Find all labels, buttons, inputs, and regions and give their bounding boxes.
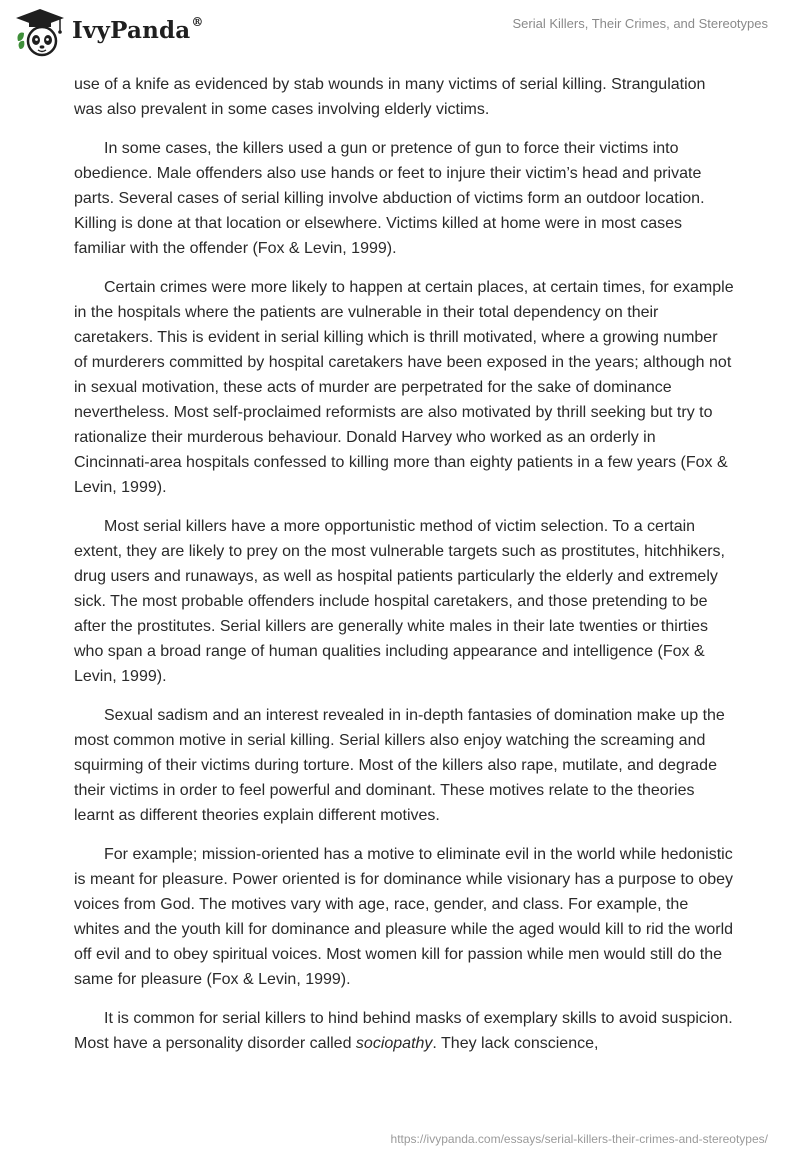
paragraph-1: use of a knife as evidenced by stab wounds in many victims of serial killing. Strangulation was also prevalent in some cases involving elderly victims. [74, 76, 706, 118]
panda-logo-icon [14, 7, 66, 59]
brand-name: IvyPanda® [72, 15, 204, 44]
emphasis-term: sociopathy [355, 1035, 433, 1052]
document-title: Serial Killers, Their Crimes, and Stereotypes [512, 16, 768, 31]
essay-body [74, 72, 734, 1070]
paragraph-5: Sexual sadism and an interest revealed in in-depth fantasies of domination make up the most common motive in serial killing. Serial killers also enjoy watching the screaming and squirming of their victims during torture. Most of the killers also rape, mutilate, and degrade their victims in order to feel powerful and dominant. These motives relate to the theories learnt as different theories explain different motives. [74, 707, 725, 824]
paragraph-6: For example; mission-oriented has a motive to eliminate evil in the world while hedonistic is meant for pleasure. Power oriented is for dominance while visionary has a purpose to obey voices from God. The motives vary with age, race, gender, and class. For example, the whites and the youth kill for dominance and pleasure while the aged would kill to rid the world off evil and to obey spiritual voices. Most women kill for passion while men would still do the same for pleasure (Fox & Levin, 1999). [74, 846, 734, 988]
paragraph-4: Most serial killers have a more opportunistic method of victim selection. To a certain extent, they are likely to prey on the most vulnerable targets such as prostitutes, hitchhikers, drug users and runaways, as well as hospital patients particularly the elderly and extremely sick. The most probable offenders include hospital caretakers, and those pretending to be after the prostitutes. Serial killers are generally white males in their late twenties or thirties who span a broad range of human qualities including appearance and intelligence (Fox & Levin, 1999). [74, 518, 725, 685]
source-url-link[interactable]: https://ivypanda.com/essays/serial-killers-their-crimes-and-stereotypes/ [390, 1132, 768, 1146]
paragraph-2: In some cases, the killers used a gun or pretence of gun to force their victims into obedience. Male offenders also use hands or feet to injure their victim’s head and private parts. Several cases of serial killing involve abduction of victims form an outdoor location. Killing is done at that location or elsewhere. Victims killed at home were in most cases familiar with the offender (Fox & Levin, 1999). [74, 140, 705, 257]
paragraph-7: It is common for serial killers to hind behind masks of exemplary skills to avoid suspicion. Most have a personality disorder called sociopathy. They lack conscience, [74, 1010, 733, 1052]
registered-mark: ® [191, 15, 204, 29]
paragraph-3: Certain crimes were more likely to happen at certain places, at certain times, for example in the hospitals where the patients are vulnerable in their total dependency on their caretakers. This is evident in serial killing which is thrill motivated, where a growing number of murderers committed by hospital caretakers have been exposed in the years; although not in sexual motivation, these acts of murder are perpetrated for the sake of dominance nevertheless. Most self-proclaimed reformists are also motivated by thrill seeking but try to rationalize their murderous behaviour. Donald Harvey who worked as an orderly in Cincinnati-area hospitals confessed to killing more than eighty patients in a few years (Fox & Levin, 1999). [74, 279, 734, 496]
page-header [0, 0, 800, 70]
